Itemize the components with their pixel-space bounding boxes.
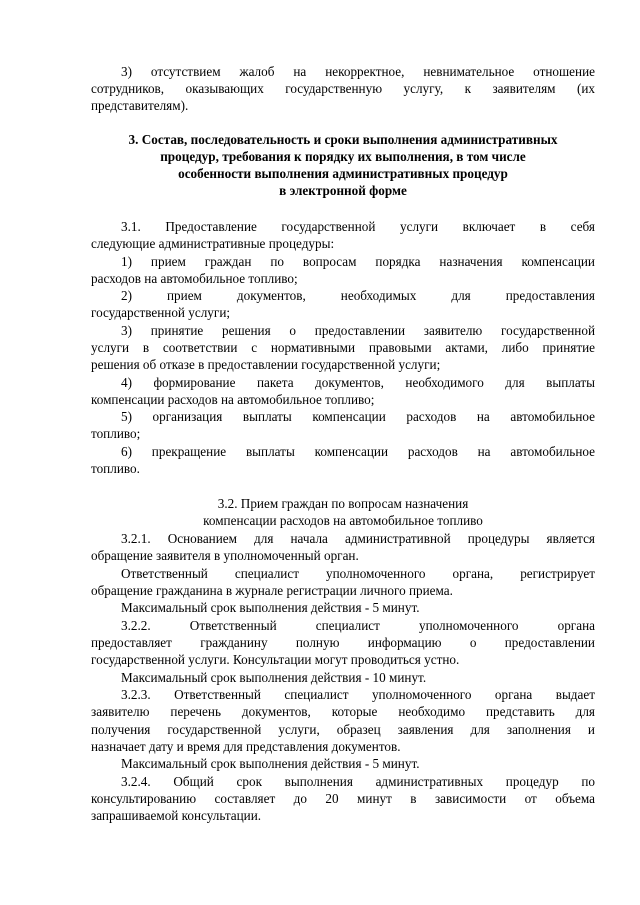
- intro-line: 3) отсутствием жалоб на некорректное, невнимательное отношение: [121, 64, 595, 79]
- paragraph-line: запрашиваемой консультации.: [91, 808, 262, 823]
- paragraph-line: назначает дату и время для представления документов.: [91, 739, 401, 754]
- paragraph-line: 4) формирование пакета документов, необходимого для выплаты: [121, 375, 595, 390]
- paragraph-line: Ответственный специалист уполномоченного органа, регистрирует: [121, 566, 595, 581]
- paragraph-line: 2) прием документов, необходимых для предоставления: [121, 288, 595, 303]
- paragraph-line: предоставляет гражданину полную информацию о предоставлении: [91, 635, 595, 650]
- paragraph-line: заявителю перечень документов, которые необходимо представить для: [91, 704, 595, 719]
- paragraph-line: услуги в соответствии с нормативными правовыми актами, либо принятие: [91, 340, 595, 355]
- section-heading: в электронной форме: [279, 183, 407, 198]
- paragraph-line: решения об отказе в предоставлении государственной услуги;: [91, 357, 441, 372]
- paragraph-line: топливо;: [91, 426, 141, 441]
- paragraph-line: государственной услуги. Консультации могут проводиться устно.: [91, 652, 460, 667]
- paragraph-line: 3.1. Предоставление государственной услуги включает в себя: [121, 219, 595, 234]
- paragraph-line: топливо.: [91, 461, 140, 476]
- paragraph-line: государственной услуги;: [91, 305, 231, 320]
- intro-line: представителям).: [91, 98, 189, 113]
- paragraph-line: обращение заявителя в уполномоченный орган.: [91, 548, 359, 563]
- paragraph-line: 3.2.4. Общий срок выполнения административных процедур по: [121, 774, 595, 789]
- paragraph-line: обращение гражданина в журнале регистрации личного приема.: [91, 583, 453, 598]
- paragraph-line: Максимальный срок выполнения действия - 10 минут.: [121, 670, 427, 685]
- paragraph-line: 6) прекращение выплаты компенсации расходов на автомобильное: [121, 444, 595, 459]
- paragraph-line: 3) принятие решения о предоставлении заявителю государственной: [121, 323, 595, 338]
- section-heading: процедур, требования к порядку их выполнения, в том числе: [160, 149, 526, 164]
- section-heading: 3. Состав, последовательность и сроки выполнения административных: [128, 132, 558, 147]
- paragraph-line: 3.2.1. Основанием для начала административной процедуры является: [121, 531, 595, 546]
- paragraph-line: 3.2.2. Ответственный специалист уполномоченного органа: [121, 618, 595, 633]
- section-heading: особенности выполнения административных процедур: [178, 166, 508, 181]
- paragraph-line: Максимальный срок выполнения действия - 5 минут.: [121, 756, 420, 771]
- subsection-heading: компенсации расходов на автомобильное топливо: [203, 513, 483, 528]
- intro-line: сотрудников, оказывающих государственную услугу, к заявителям (их: [91, 81, 595, 96]
- paragraph-line: следующие административные процедуры:: [91, 236, 335, 251]
- paragraph-line: Максимальный срок выполнения действия - 5 минут.: [121, 600, 420, 615]
- paragraph-line: расходов на автомобильное топливо;: [91, 271, 298, 286]
- paragraph-line: консультированию составляет до 20 минут в зависимости от объема: [91, 791, 595, 806]
- paragraph-line: получения государственной услуги, образец заявления для заполнения и: [91, 722, 595, 737]
- paragraph-line: 1) прием граждан по вопросам порядка назначения компенсации: [121, 254, 595, 269]
- paragraph-line: 5) организация выплаты компенсации расходов на автомобильное: [121, 409, 595, 424]
- subsection-heading: 3.2. Прием граждан по вопросам назначения: [217, 496, 469, 511]
- paragraph-line: компенсации расходов на автомобильное топливо;: [91, 392, 375, 407]
- paragraph-line: 3.2.3. Ответственный специалист уполномоченного органа выдает: [121, 687, 595, 702]
